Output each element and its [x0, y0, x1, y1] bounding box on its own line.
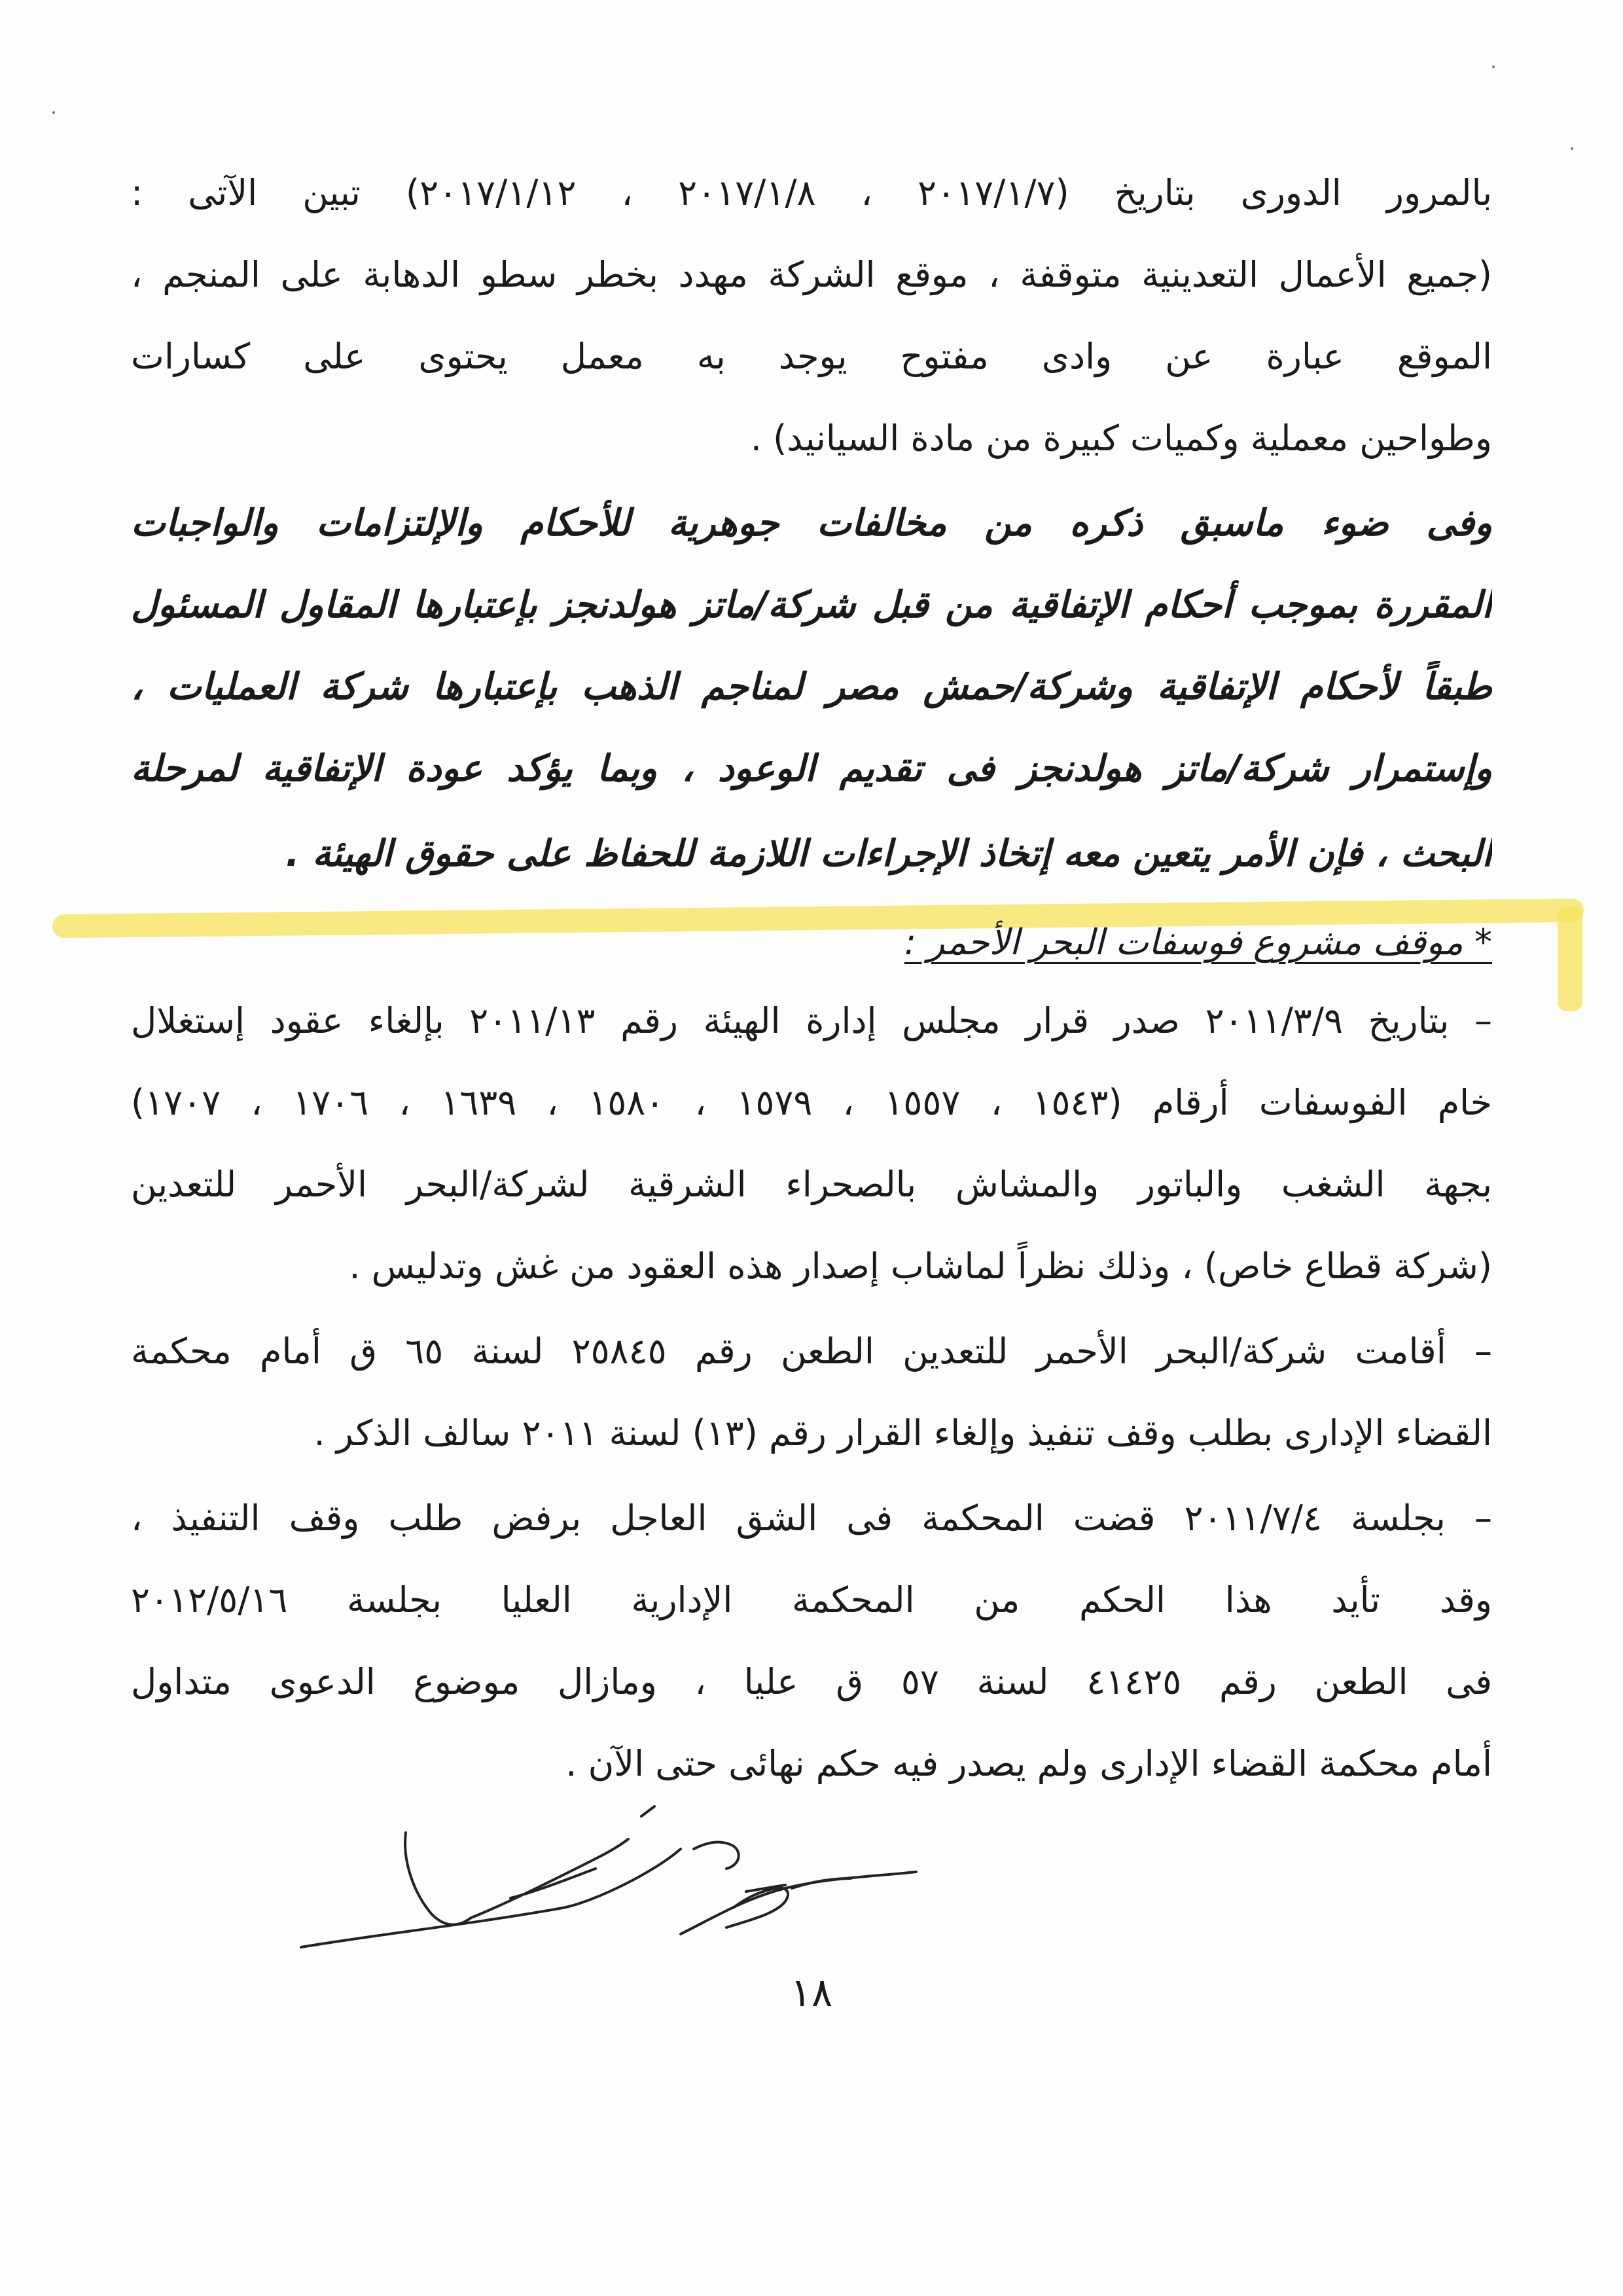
- paragraph-4-line-2: [131, 1407, 1492, 1460]
- paragraph-1-line-2: [131, 249, 1492, 301]
- paragraph-2-line-2: [131, 579, 1492, 632]
- paragraph-3-line-4: [131, 1240, 1492, 1293]
- paragraph-3-line-2: [131, 1077, 1492, 1129]
- paragraph-2-line-3-text: طبقاً لأحكام الإتفاقية وشركة/حمش مصر لمناجم الذهب بإعتبارها شركة العمليات ،: [131, 666, 1492, 708]
- scan-speck: [1571, 147, 1573, 150]
- paragraph-5-line-2-text: وقد تأيد هذا الحكم من المحكمة الإدارية العليا بجلسة ٢٠١٢/٥/١٦: [131, 1579, 1492, 1621]
- section-heading-text: * موقف مشروع فوسفات البحر الأحمر :: [904, 922, 1492, 963]
- page-number: [0, 1970, 1623, 2016]
- paragraph-5-line-4: [131, 1738, 1492, 1790]
- signature-image: [288, 1793, 982, 1964]
- paragraph-5-line-1: [131, 1492, 1492, 1545]
- paragraph-3-line-3-text: بجهة الشغب والباتور والمشاش بالصحراء الشرقية لشركة/البحر الأحمر للتعدين: [131, 1164, 1492, 1205]
- paragraph-4-line-2-text: القضاء الإدارى بطلب وقف تنفيذ وإلغاء القرار رقم (١٣) لسنة ٢٠١١ سالف الذكر .: [313, 1412, 1492, 1454]
- paragraph-2-line-2-text: المقررة بموجب أحكام الإتفاقية من قبل شركة/ماتز هولدنجز بإعتبارها المقاول المسئول: [131, 584, 1492, 626]
- paragraph-5-line-4-text: أمام محكمة القضاء الإدارى ولم يصدر فيه حكم نهائى حتى الآن .: [565, 1743, 1492, 1784]
- paragraph-2-line-5: [131, 828, 1492, 880]
- paragraph-1-line-4: [131, 412, 1492, 465]
- paragraph-2-line-4-text: وإستمرار شركة/ماتز هولدنجز فى تقديم الوعود ، وبما يؤكد عودة الإتفاقية لمرحلة: [131, 747, 1492, 790]
- paragraph-2-line-1-text: وفى ضوء ماسبق ذكره من مخالفات جوهرية للأحكام والإلتزامات والواجبات: [131, 502, 1492, 545]
- paragraph-3-line-4-text: (شركة قطاع خاص) ، وذلك نظراً لماشاب إصدار هذه العقود من غش وتدليس .: [349, 1246, 1492, 1287]
- paragraph-3-line-2-text: خام الفوسفات أرقام (١٥٤٣ ، ١٥٥٧ ، ١٥٧٩ ، ١٥٨٠ ، ١٦٣٩ ، ١٧٠٦ ، ١٧٠٧): [131, 1082, 1492, 1123]
- paragraph-3-line-1: [131, 995, 1492, 1047]
- paragraph-4-line-1: [131, 1325, 1492, 1378]
- paragraph-1-line-3-text: الموقع عبارة عن وادى مفتوح يوجد به معمل يحتوى على كسارات: [131, 336, 1492, 377]
- paragraph-3-line-3: [131, 1158, 1492, 1211]
- paragraph-5-line-3: [131, 1656, 1492, 1708]
- paragraph-2-line-1: [131, 497, 1492, 550]
- paragraph-5-line-3-text: فى الطعن رقم ٤١٤٢٥ لسنة ٥٧ ق عليا ، ومازال موضوع الدعوى متداول: [131, 1661, 1492, 1702]
- highlighter-mark-tail: [1558, 906, 1582, 1011]
- paragraph-4-line-1-text: – أقامت شركة/البحر الأحمر للتعدين الطعن رقم ٢٥٨٤٥ لسنة ٦٥ ق أمام محكمة: [131, 1331, 1492, 1372]
- paragraph-1-line-2-text: (جميع الأعمال التعدينية متوقفة ، موقع الشركة مهدد بخطر سطو الدهابة على المنجم ،: [131, 254, 1492, 295]
- section-heading: [904, 916, 1492, 969]
- paragraph-1-line-3: [131, 331, 1492, 383]
- paragraph-1-line-4-text: وطواحين معملية وكميات كبيرة من مادة السيانيد) .: [750, 418, 1492, 459]
- paragraph-2-line-4: [131, 743, 1492, 795]
- paragraph-2-line-5-text: البحث ، فإن الأمر يتعين معه إتخاذ الإجراءات اللازمة للحفاظ على حقوق الهيئة .: [285, 833, 1492, 875]
- page-number-text: ١٨: [790, 1970, 833, 2016]
- paragraph-5-line-2: [131, 1574, 1492, 1626]
- paragraph-5-line-1-text: – بجلسة ٢٠١١/٧/٤ قضت المحكمة فى الشق العاجل برفض طلب وقف التنفيذ ،: [131, 1498, 1492, 1539]
- scan-speck: [1492, 65, 1495, 68]
- paragraph-1-line-1-text: بالمرور الدورى بتاريخ (٢٠١٧/١/٧ ، ٢٠١٧/١/٨ ، ٢٠١٧/١/١٢) تبين الآتى :: [131, 172, 1492, 213]
- paragraph-3-line-1-text: – بتاريخ ٢٠١١/٣/٩ صدر قرار مجلس إدارة الهيئة رقم ٢٠١١/١٣ بإلغاء عقود إستغلال: [131, 1000, 1492, 1041]
- paragraph-1-line-1: [131, 167, 1492, 219]
- paragraph-2-line-3: [131, 661, 1492, 713]
- scan-speck: [52, 111, 55, 114]
